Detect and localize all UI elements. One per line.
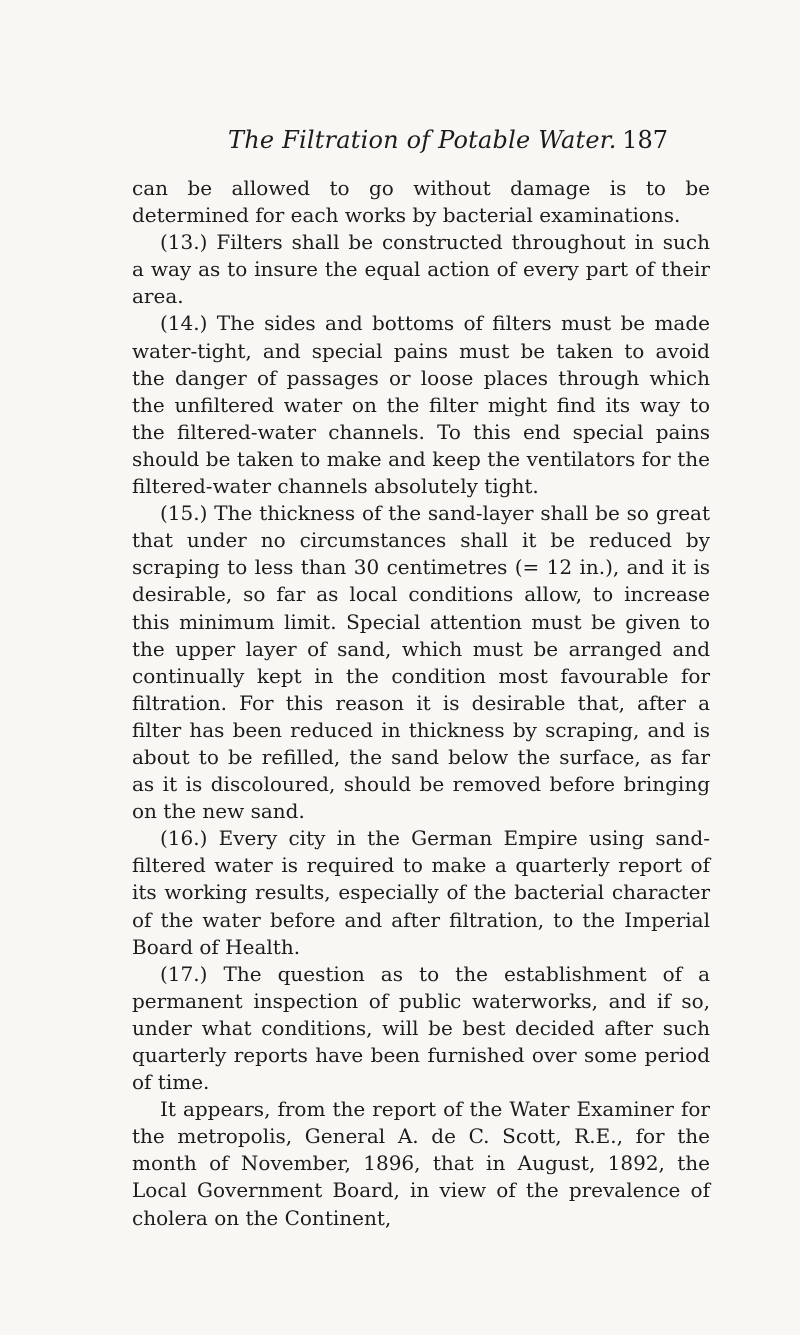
paragraph-13: (13.) Filters shall be constructed throughout in such a way as to insure the equal action of every part of their area. (132, 230, 710, 309)
paragraph-15: (15.) The thickness of the sand-layer shall be so great that under no circumstances shall it be reduced by scraping to less than 30 centimetres (= 12 in.), and it is desirable, so far as local conditions allow, to increase this minimum limit. Special attention must be given to the upper layer of sand, which must be arranged and continually kept in the condition most favourable for filtration. For this reason it is desirable that, after a filter has been reduced in thickness by scraping, and is about to be refilled, the sand below the surface, as far as it is discoloured, should be removed before bringing on the new sand. (132, 501, 710, 824)
paragraph-14: (14.) The sides and bottoms of filters must be made water-tight, and special pains must be taken to avoid the danger of passages or loose places through which the unfiltered water on the filter might find its way to the filtered-water channels. To this end special pains should be taken to make and keep the ventilators for the filtered-water channels absolutely tight. (132, 311, 710, 499)
paragraph-continuation: can be allowed to go without damage is to be determined for each works by bacterial examinations. (132, 176, 710, 228)
paragraph-17: (17.) The question as to the establishment of a permanent inspection of public waterworks, and if so, under what conditions, will be best decided after such quarterly reports have been furnished over some period of time. (132, 961, 710, 1095)
paragraph-report: It appears, from the report of the Water Examiner for the metropolis, General A. de C. Scott, R.E., for the month of November, 1896, that in August, 1892, the Local Government Board, in view of the prevalence of cholera on the Continent, (132, 1097, 710, 1230)
paragraph-16: (16.) Every city in the German Empire using sand-filtered water is required to make a quarterly report of its working results, especially of the bacterial character of the water before and after filtration, to the Imperial Board of Health. (132, 826, 710, 959)
running-title: The Filtration of Potable Water. (228, 126, 617, 154)
page-number: 187 (622, 126, 668, 154)
body-text (132, 175, 710, 1232)
running-head (228, 124, 668, 156)
